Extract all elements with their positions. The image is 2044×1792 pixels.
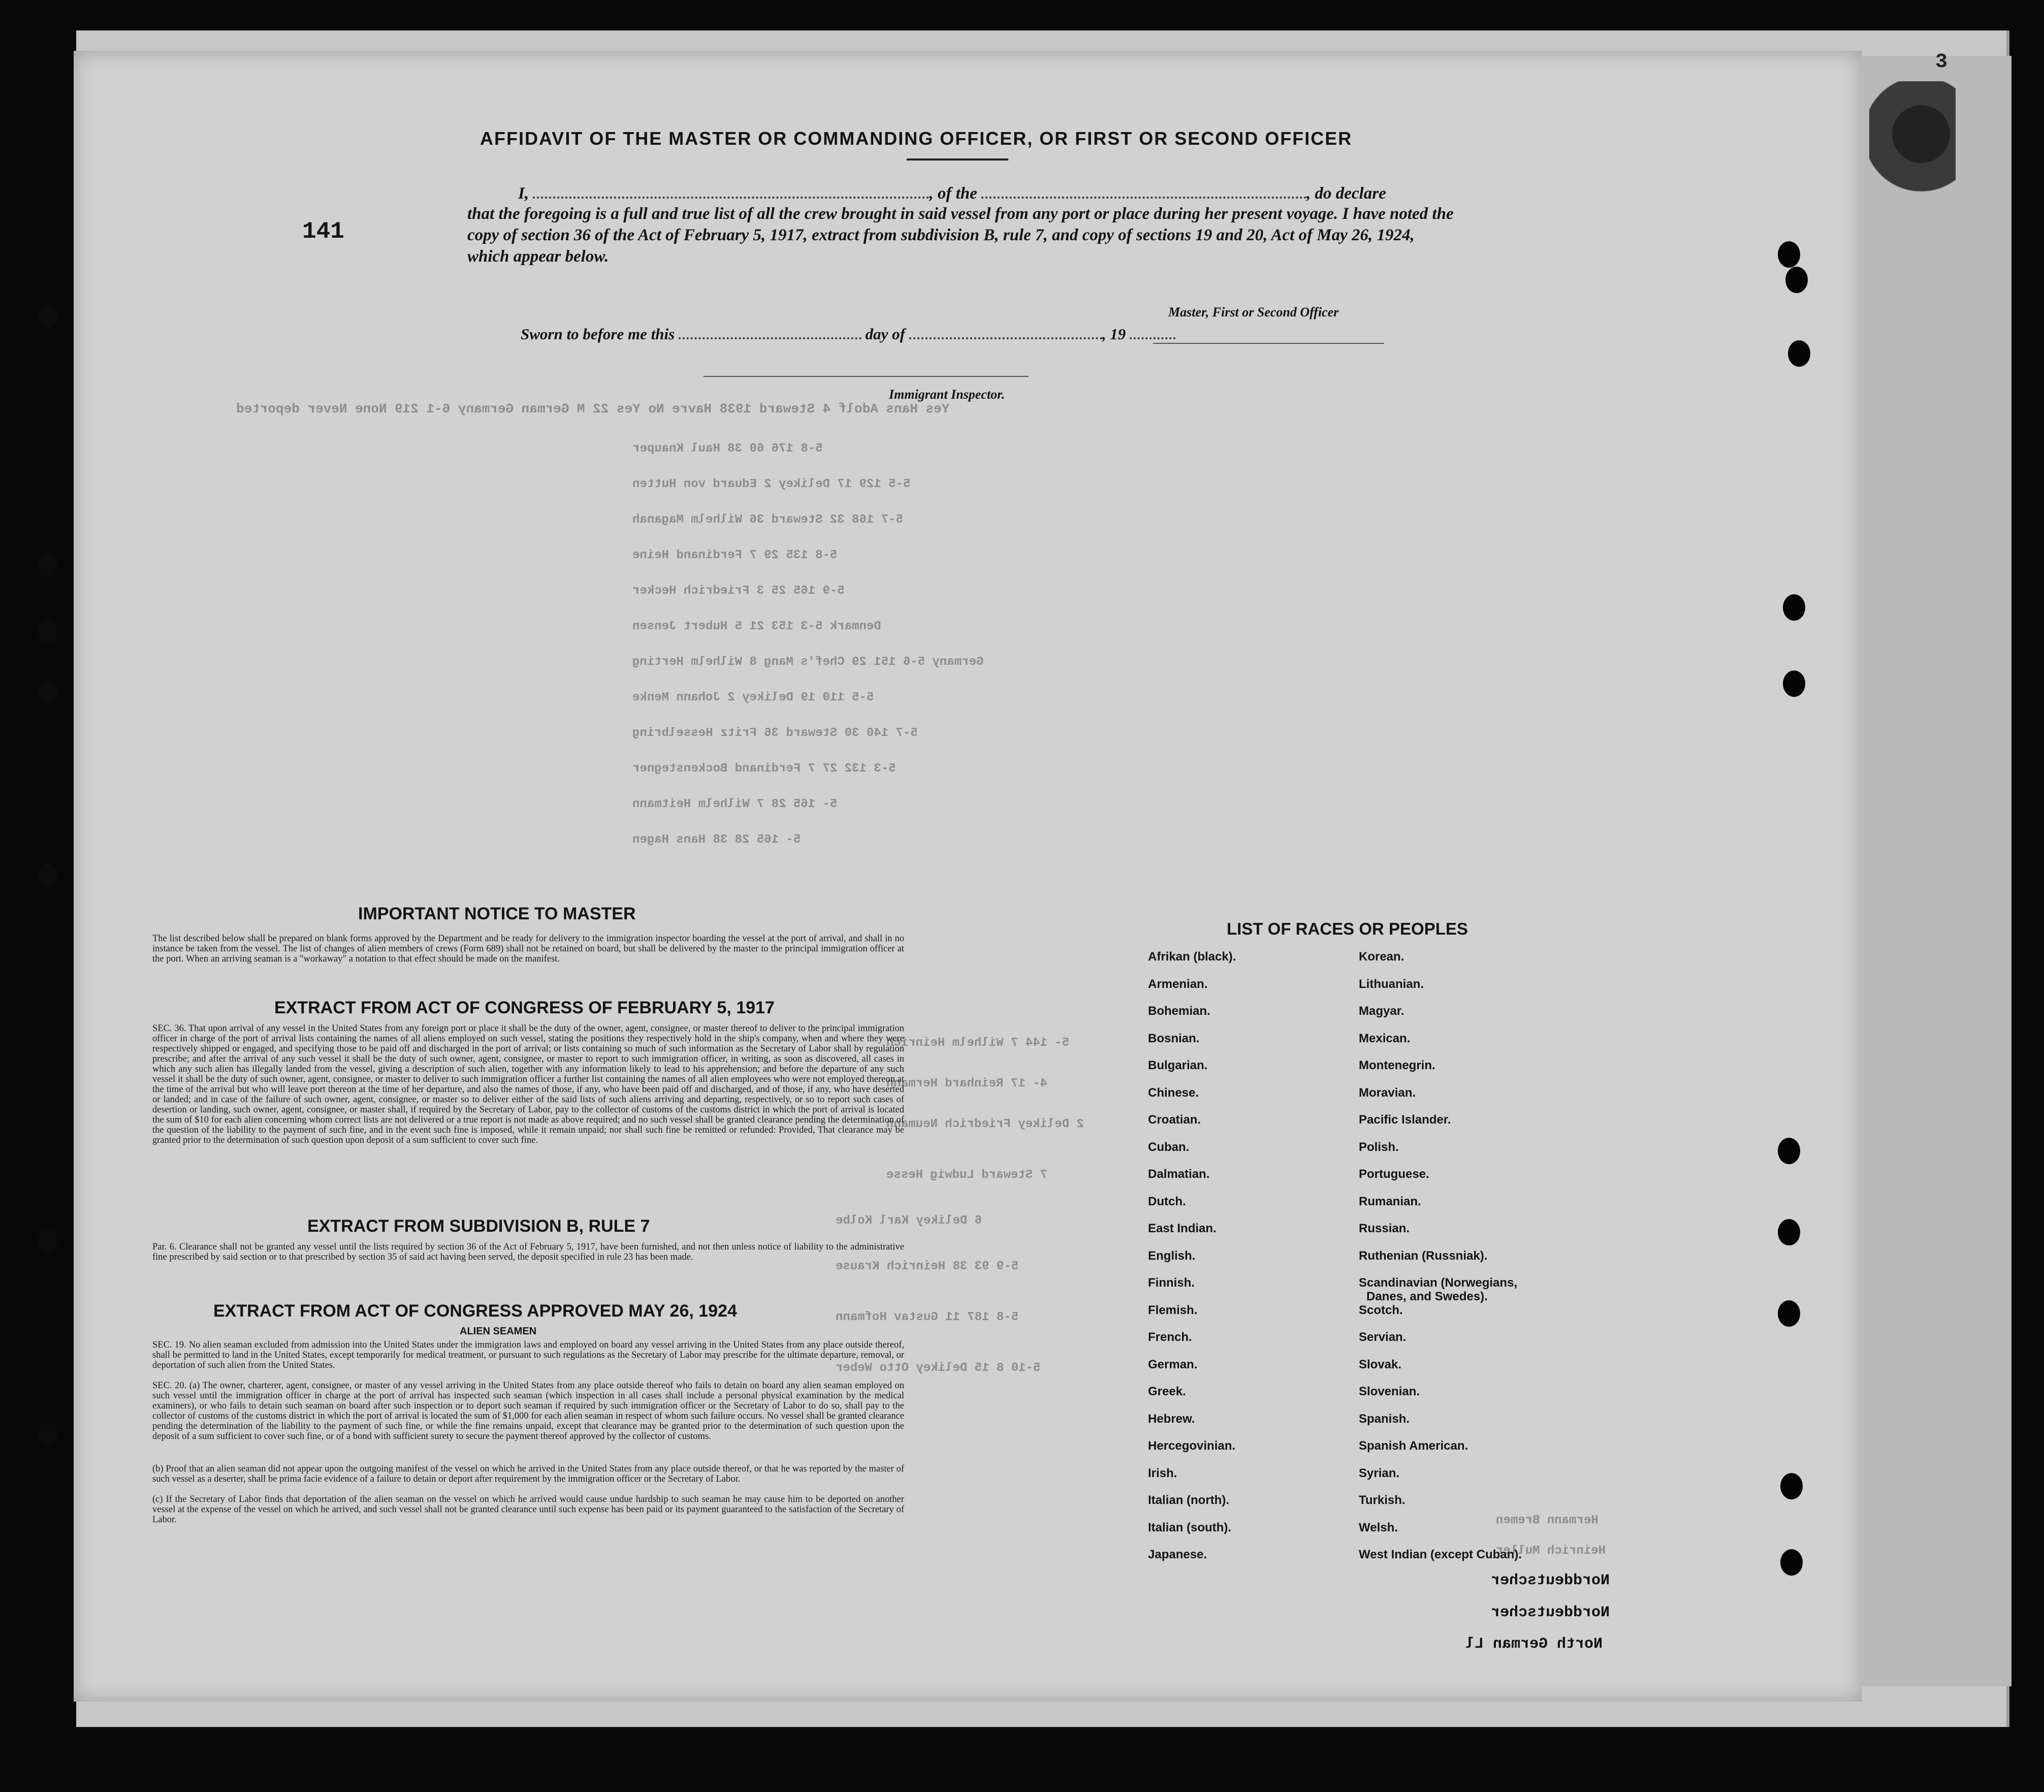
race-item: Chinese. xyxy=(1148,1085,1199,1100)
races-title: LIST OF RACES OR PEOPLES xyxy=(1227,919,1468,938)
race-item: Moravian. xyxy=(1359,1085,1416,1100)
page-number: 141 xyxy=(302,218,344,245)
binder-hole xyxy=(1778,241,1800,268)
month-blank[interactable] xyxy=(909,337,1102,339)
bleed-through-text: Denmark 5-3 153 21 5 Hubert Jensen xyxy=(632,620,881,633)
bleed-through-text: 5-8 135 29 7 Ferdinand Heine xyxy=(632,549,838,562)
race-item: Spanish American. xyxy=(1359,1439,1468,1453)
race-item: Armenian. xyxy=(1148,977,1208,991)
bleed-through-text: Hermann Bremen xyxy=(1496,1514,1599,1527)
notice-title: IMPORTANT NOTICE TO MASTER xyxy=(358,904,636,923)
extract-1924-subtitle: ALIEN SEAMEN xyxy=(460,1326,537,1337)
extract-1924-sec19: SEC. 19. No alien seaman excluded from admission into the United States under the immigration laws and employed on board any vessel arriving in the United States from any place outside thereof, shall be permitted to land in the United States, except temporarily for medical treatment, or pursuant to such regulations as the Secretary of Labor may prescribe for the ultimate departure, removal, or deportation of such alien from the United States. xyxy=(152,1340,904,1370)
race-item: Welsh. xyxy=(1359,1520,1398,1534)
extract-1924-sec20b: (b) Proof that an alien seaman did not appear upon the outgoing manifest of the vessel on which he arrived in the United States from any place outside thereof, or that he was reported by the master of such vessel as a deserter, shall be prima facie evidence of a failure to detain or deport after requirement by the immigration officer or the Secretary of Labor. xyxy=(152,1464,904,1484)
race-item: West Indian (except Cuban). xyxy=(1359,1548,1522,1561)
binder-hole xyxy=(1785,267,1808,293)
race-item: Scotch. xyxy=(1359,1303,1403,1317)
sworn-line xyxy=(521,325,1175,343)
bleed-through-text: Germany 5-6 151 29 Chef's Mang 8 Wilhelm Herting xyxy=(632,655,984,669)
race-item: Turkish. xyxy=(1359,1493,1406,1507)
year-prefix: , 19 xyxy=(1102,325,1126,343)
bleed-through-text: 4- 17 Reinhard Hermann xyxy=(886,1077,1047,1091)
race-item: Finnish. xyxy=(1148,1276,1195,1290)
race-item: Dalmatian. xyxy=(1148,1167,1210,1181)
race-item: Rumanian. xyxy=(1359,1194,1421,1208)
bleed-through-text: 2 Delikey Friedrich Neumann xyxy=(886,1117,1084,1131)
race-item: Dutch. xyxy=(1148,1194,1186,1208)
bleed-through-text: 5-9 165 25 3 Friedrich Hecker xyxy=(632,584,845,598)
race-item: Irish. xyxy=(1148,1466,1177,1480)
binder-hole xyxy=(1783,594,1805,621)
bleed-through-text: 5-8 176 60 38 Haul Knauper xyxy=(632,442,823,456)
bleed-through-text: 6 Delikey Karl Kolbe xyxy=(836,1214,982,1228)
bleed-through-text: 7 Steward Ludwig Hesse xyxy=(886,1168,1047,1182)
binder-hole xyxy=(38,1422,57,1446)
race-item: Mexican. xyxy=(1359,1031,1411,1045)
race-item: Ruthenian (Russniak). xyxy=(1359,1249,1488,1263)
binder-hole xyxy=(1780,1473,1803,1499)
race-item: Cuban. xyxy=(1148,1140,1190,1154)
wax-seal xyxy=(1869,81,1956,213)
extract-rule7-title: EXTRACT FROM SUBDIVISION B, RULE 7 xyxy=(307,1217,650,1236)
race-item: Hebrew. xyxy=(1148,1412,1195,1426)
race-item: French. xyxy=(1148,1330,1192,1344)
extract-1917-text: SEC. 36. That upon arrival of any vessel in the United States from any foreign port or place it shall be the duty of the owner, agent, consignee, or master thereof to deliver to the principal immigration officer in charge of the port of arrival lists containing the names of all aliens employed on such vessel, stating the positions they respectively hold in the ship's company, when and where they were respectively shipped or engaged, and specifying those to be paid off and discharged in the port of arrival; or lists containing so much of such information as the Secretary of Labor shall by regulation prescribe; and after the arrival of any such vessel it shall be the duty of such owner, agent, consignee, or master to report to such immigration officer, in writing, as soon as discovered, all cases in which any such alien has illegally landed from the vessel, giving a description of such alien, together with any information likely to lead to his apprehension; and before the departure of any such vessel it shall be the duty of such owner, agent, consignee, or master to deliver to such immigration officer a further list containing the names of all alien employees who were not employed thereon at the time of the arrival but who will leave port thereon at the time of her departure, and also the names of those, if any, who have been paid off and discharged, and of those, if any, who have deserted or landed; and in case of the failure of such owner, agent, consignee, or master so to deliver either of the said lists of such aliens arriving and departing, respectively, or so to report such cases of desertion or landing, such owner, agent, consignee, or master shall, if required by the Secretary of Labor, pay to the collector of customs of the customs district in which the port of arrival is located the sum of $10 for each alien concerning whom correct lists are not delivered or a true report is not made as above required; and no such vessel shall be granted clearance pending the determination of the question of the liability to the payment of such fine, and in the event such fine is imposed, while it remain unpaid; nor shall such fine be remitted or refunded: Provided, That clearance may be granted prior to the determination of such question upon deposit of a sum sufficient to cover such fine. xyxy=(152,1023,904,1145)
manifest-page xyxy=(74,51,1862,1702)
race-item: Italian (south). xyxy=(1148,1520,1231,1534)
race-item: Polish. xyxy=(1359,1140,1399,1154)
inspector-label: Immigrant Inspector. xyxy=(889,387,1005,402)
binder-hole xyxy=(1788,340,1810,367)
bleed-through-text: 5-7 168 32 Steward 36 Wilhelm Maganah xyxy=(632,513,903,527)
race-item: German. xyxy=(1148,1357,1198,1371)
binder-hole xyxy=(1778,1300,1800,1327)
race-item: Bulgarian. xyxy=(1148,1059,1208,1072)
race-item: Pacific Islander. xyxy=(1359,1113,1451,1127)
race-item: Syrian. xyxy=(1359,1466,1400,1480)
bleed-through-text: 5- 144 7 Wilhelm Heinrich xyxy=(886,1036,1070,1050)
bleed-through-text: Yes Hans Adolf 4 Steward 1938 Havre No Yes 22 M German Germany 6-1 219 None Never deported xyxy=(236,401,950,417)
binder-hole xyxy=(1778,1219,1800,1245)
title-rule xyxy=(907,158,1008,161)
race-item: Portuguese. xyxy=(1359,1167,1429,1181)
bleed-through-text: 5-9 93 38 Heinrich Krause xyxy=(836,1260,1019,1273)
binder-hole xyxy=(38,863,57,887)
binder-hole xyxy=(38,681,57,704)
race-item: Flemish. xyxy=(1148,1303,1198,1317)
race-item: Greek. xyxy=(1148,1385,1186,1398)
inspector-line[interactable] xyxy=(704,376,1029,377)
race-item: Danes, and Swedes). xyxy=(1366,1290,1488,1303)
binder-hole xyxy=(1780,1549,1803,1576)
affidavit-body: that the foregoing is a full and true list of all the crew brought in said vessel from any port or place during her present voyage. I have noted the copy of section 36 of the Act of February 5, 1917, extract from subdivision B, rule 7, and copy of sections 19 and 20, Act of May 26, 1924, which appear below. xyxy=(467,205,1454,266)
year-blank[interactable] xyxy=(1130,337,1175,339)
binder-hole xyxy=(1783,670,1805,697)
signature-line[interactable] xyxy=(1153,343,1384,344)
race-item: Russian. xyxy=(1359,1222,1410,1235)
company-stamp: North German Ll xyxy=(1465,1636,1603,1653)
extract-1917-title: EXTRACT FROM ACT OF CONGRESS OF FEBRUARY 5, 1917 xyxy=(274,998,775,1017)
sworn-text: Sworn to before me this xyxy=(521,325,675,343)
bleed-through-text: Heinrich Muller xyxy=(1496,1544,1606,1558)
vessel-blank[interactable] xyxy=(981,197,1306,199)
binder-hole xyxy=(38,554,57,577)
race-item: Bohemian. xyxy=(1148,1004,1210,1018)
bleed-through-text: 5- 165 28 38 Hans Hagen xyxy=(632,833,801,847)
signature-label: Master, First or Second Officer xyxy=(1168,305,1339,319)
binder-hole xyxy=(38,1229,57,1253)
binder-hole xyxy=(38,305,57,328)
extract-rule7-text: Par. 6. Clearance shall not be granted any vessel until the lists required by section 36 of the Act of February 5, 1917, have been furnished, and not then unless notice of liability to the administrative fine prescribed by said section or to that prescribed by section 35 of said act having been served, the deposit specified in rule 23 has been made. xyxy=(152,1242,904,1262)
race-item: Croatian. xyxy=(1148,1113,1201,1127)
bleed-through-text: 5-5 110 19 Delikey 2 Johann Menke xyxy=(632,691,874,705)
race-item: Lithuanian. xyxy=(1359,977,1424,991)
declaration-line xyxy=(518,184,1386,203)
bleed-through-text: 5-8 187 11 Gustav Hofmann xyxy=(836,1310,1019,1324)
declaration-prefix: I, xyxy=(518,184,529,203)
race-item: Magyar. xyxy=(1359,1004,1404,1018)
binder-hole xyxy=(38,620,57,643)
declaration-of: , of the xyxy=(929,184,977,203)
day-blank[interactable] xyxy=(679,337,861,339)
race-item: Afrikan (black). xyxy=(1148,950,1236,964)
race-item: Slovak. xyxy=(1359,1357,1402,1371)
bleed-through-text: 5-10 8 15 Delikey Otto Weber xyxy=(836,1361,1041,1375)
notice-text: The list described below shall be prepared on blank forms approved by the Department and be ready for delivery to the immigration inspector boarding the vessel at the port of arrival, and shall in no instance be taken from the vessel. The list of changes of alien members of crews (Form 689) shall not be retained on board, but shall be delivered by the master to the principal immigration officer at the port. When an arriving seaman is a "workaway" a notation to that effect should be made on the manifest. xyxy=(152,934,904,964)
race-item: Italian (north). xyxy=(1148,1493,1229,1507)
affidavit-title: AFFIDAVIT OF THE MASTER OR COMMANDING OFFICER, OR FIRST OR SECOND OFFICER xyxy=(480,128,1353,149)
bleed-through-text: 5-3 132 27 7 Ferdinand Bockenstegner xyxy=(632,762,896,776)
race-item: Japanese. xyxy=(1148,1548,1207,1561)
declaration-suffix: , do declare xyxy=(1306,184,1386,203)
extract-1924-sec20c: (c) If the Secretary of Labor finds that deportation of the alien seaman on the vessel on which he arrived would cause undue hardship to such seaman he may cause him to be deported on another vessel at the expense of the vessel on which he arrived, and such vessel shall not be granted clearance until such expense has been paid or its payment guaranteed to the satisfaction of the Secretary of Labor. xyxy=(152,1494,904,1525)
extract-1924-title: EXTRACT FROM ACT OF CONGRESS APPROVED MAY 26, 1924 xyxy=(213,1301,737,1321)
corner-number: 3 xyxy=(1935,51,1948,74)
race-item: Slovenian. xyxy=(1359,1385,1420,1398)
race-item: Hercegovinian. xyxy=(1148,1439,1236,1453)
company-stamp: Norddeutscher xyxy=(1491,1604,1610,1621)
binder-hole xyxy=(1778,1138,1800,1164)
race-item: East Indian. xyxy=(1148,1222,1217,1235)
race-item: Scandinavian (Norwegians, xyxy=(1359,1276,1518,1290)
bleed-through-text: 5- 165 28 7 Wilhelm Heitmann xyxy=(632,797,838,811)
company-stamp: Norddeutscher xyxy=(1491,1572,1610,1589)
race-item: Servian. xyxy=(1359,1330,1407,1344)
race-item: Montenegrin. xyxy=(1359,1059,1435,1072)
bleed-through-text: 5-5 129 17 Delikey 2 Eduard von Hutten xyxy=(632,477,911,491)
race-item: Bosnian. xyxy=(1148,1031,1200,1045)
race-item: Spanish. xyxy=(1359,1412,1410,1426)
bleed-through-text: 5-7 140 30 Steward 36 Fritz Hesselbring xyxy=(632,726,918,740)
race-item: Korean. xyxy=(1359,950,1404,964)
name-blank[interactable] xyxy=(533,197,929,199)
day-of-text: day of xyxy=(865,325,905,343)
extract-1924-sec20: SEC. 20. (a) The owner, charterer, agent, consignee, or master of any vessel arriving in the United States from any place outside thereof who fails to detain on board any alien seaman employed on such vessel until the immigration officer in charge at the port of arrival has inspected such seaman (which inspection in all cases shall include a personal physical examination by the medical examiners), or who fails to detain such seaman on board after such inspection or to deport such seaman if required by such immigration officer or the Secretary of Labor to do so, shall pay to the collector of customs of the customs district in which the port of arrival is located the sum of $1,000 for each alien seaman in respect of whom such failure occurs. No vessel shall be granted clearance pending the determination of the liability to the payment of such fine, or while the fine remains unpaid, except that clearance may be granted prior to the determination of such question upon the deposit of a sum sufficient to cover such fine, or of a bond with sufficient surety to secure the payment thereof approved by the collector of customs. xyxy=(152,1381,904,1442)
race-item: English. xyxy=(1148,1249,1196,1263)
